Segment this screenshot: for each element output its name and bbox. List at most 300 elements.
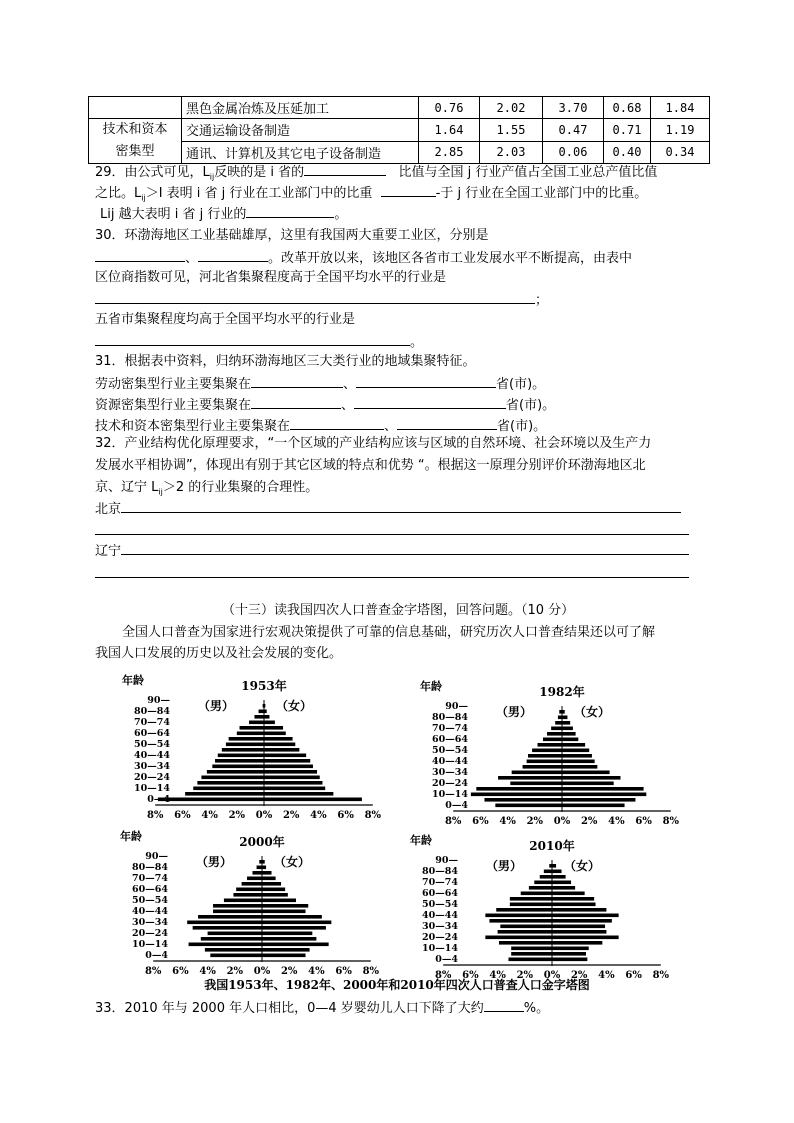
q31-resource xyxy=(95,395,555,415)
answer-blank[interactable] xyxy=(121,541,689,555)
answer-blank[interactable] xyxy=(246,204,334,218)
answer-blank[interactable] xyxy=(381,183,436,197)
answer-blank[interactable] xyxy=(397,416,497,430)
female-bar xyxy=(262,899,296,903)
male-bar xyxy=(198,915,262,919)
x-tick-label: 6% xyxy=(172,966,189,977)
female-bar xyxy=(264,770,317,774)
text: 资源密集型行业主要集聚在 xyxy=(95,398,252,413)
answer-blank[interactable] xyxy=(354,395,506,409)
female-bar xyxy=(552,892,585,896)
male-bar xyxy=(237,732,264,736)
age-label: 40—44 xyxy=(134,750,170,762)
y-axis-label: 年龄 xyxy=(120,830,142,843)
female-bar xyxy=(562,732,576,736)
text: ＞2 的行业集聚的合理性。 xyxy=(162,480,319,495)
male-bar xyxy=(558,716,562,720)
x-tick-label: 8% xyxy=(444,816,462,827)
x-tick-label: 0% xyxy=(253,966,271,977)
male-bar xyxy=(187,921,262,925)
text: 、 xyxy=(384,419,398,434)
x-tick-label: 2% xyxy=(280,966,298,977)
answer-blank[interactable] xyxy=(290,416,384,430)
male-bar xyxy=(547,732,562,736)
male-bar xyxy=(532,749,562,753)
x-tick-label: 2% xyxy=(580,816,598,827)
female-bar xyxy=(264,715,269,719)
text: 省(市)。 xyxy=(497,419,547,434)
male-bar xyxy=(511,952,552,956)
male-bar xyxy=(521,892,552,896)
q31-labor xyxy=(95,374,545,394)
male-label: （男） xyxy=(195,855,232,869)
x-tick-label: 6% xyxy=(174,810,191,821)
male-bar xyxy=(498,930,552,934)
male-bar xyxy=(499,941,552,945)
x-tick-label: 6% xyxy=(337,810,354,821)
text: 。改革开放以来，该地区各省市工业发展水平不断提高，由表中 xyxy=(268,251,633,266)
industry-cell: 通讯、计算机及其它电子设备制造 xyxy=(182,141,419,164)
age-label: 40—44 xyxy=(132,906,168,918)
x-tick-label: 8% xyxy=(144,966,162,977)
value-cell: 0.40 xyxy=(604,141,651,164)
value-cell: 0.47 xyxy=(543,119,604,142)
location-quotient-table xyxy=(88,96,710,164)
male-bar xyxy=(498,776,562,780)
answer-blank[interactable] xyxy=(121,499,681,513)
female-label: （女） xyxy=(276,699,313,713)
x-tick-label: 6% xyxy=(635,816,652,827)
female-bar xyxy=(264,737,293,741)
male-bar xyxy=(197,781,264,785)
male-bar xyxy=(551,727,562,731)
x-tick-label: 2% xyxy=(570,970,588,981)
x-tick-label: 6% xyxy=(335,966,352,977)
age-label: 20—24 xyxy=(432,778,468,790)
text: ； xyxy=(535,293,549,308)
female-bar xyxy=(552,930,606,934)
x-tick-label: 8% xyxy=(364,810,382,821)
q30-line-4 xyxy=(95,290,548,310)
female-bar xyxy=(264,759,310,763)
chart-title: 2000年 xyxy=(239,835,285,849)
female-bar xyxy=(264,765,313,769)
male-bar xyxy=(259,710,264,714)
male-bar xyxy=(213,904,262,908)
value-cell: 1.64 xyxy=(419,119,480,142)
male-bar xyxy=(523,765,562,769)
x-tick-label: 4% xyxy=(201,810,218,821)
female-label: （女） xyxy=(564,859,601,873)
male-bar xyxy=(254,715,264,719)
male-bar xyxy=(242,882,262,886)
female-bar xyxy=(562,787,644,791)
female-bar xyxy=(552,870,562,874)
female-bar xyxy=(264,798,362,802)
category-line: 技术和资本 xyxy=(102,122,168,137)
female-bar xyxy=(562,749,589,753)
female-bar xyxy=(264,781,322,785)
subscript: ij xyxy=(209,172,215,182)
female-bar xyxy=(264,787,325,791)
answer-blank[interactable] xyxy=(95,248,185,262)
text: 省(市)。 xyxy=(496,377,546,392)
value-cell: 0.06 xyxy=(543,141,604,164)
male-bar xyxy=(185,792,264,796)
x-tick-label: 4% xyxy=(608,816,625,827)
female-bar xyxy=(562,721,570,725)
male-bar xyxy=(233,893,262,897)
age-label: 60—64 xyxy=(432,734,468,746)
female-bar xyxy=(552,958,587,962)
age-label: 40—44 xyxy=(432,756,468,768)
male-bar xyxy=(201,776,264,780)
x-tick-label: 2% xyxy=(282,810,300,821)
x-tick-label: 4% xyxy=(310,810,327,821)
value-cell: 0.68 xyxy=(604,97,651,119)
age-label: 0—4 xyxy=(147,794,170,806)
pyramid-1953 xyxy=(112,670,402,830)
female-bar xyxy=(264,748,299,752)
age-label: 60—64 xyxy=(132,884,168,896)
section-heading: （十三）读我国四次人口普查金字塔图，回答问题。（10 分） xyxy=(222,603,575,618)
female-bar xyxy=(262,943,329,947)
female-bar xyxy=(262,915,322,919)
q33 xyxy=(95,998,549,1018)
x-tick-label: 2% xyxy=(226,966,244,977)
male-bar xyxy=(512,771,562,775)
age-label: 70—74 xyxy=(132,873,168,885)
x-tick-label: 6% xyxy=(625,970,642,981)
female-bar xyxy=(264,754,306,758)
answer-line xyxy=(95,521,689,541)
x-tick-label: 2% xyxy=(516,970,534,981)
age-label: 90— xyxy=(145,851,168,863)
male-bar xyxy=(249,721,264,725)
female-bar xyxy=(562,754,592,758)
female-bar xyxy=(562,743,585,747)
answer-blank[interactable] xyxy=(304,162,386,176)
answer-blank[interactable] xyxy=(251,395,341,409)
table-row xyxy=(89,119,710,142)
answer-line xyxy=(95,564,689,584)
value-cell: 2.03 xyxy=(480,141,543,164)
answer-blank[interactable] xyxy=(484,998,524,1012)
male-bar xyxy=(189,943,262,947)
answer-blank[interactable] xyxy=(95,332,410,346)
male-bar xyxy=(500,925,552,929)
male-bar xyxy=(471,793,562,797)
chart-title: 2010年 xyxy=(529,839,575,853)
female-bar xyxy=(552,919,612,923)
value-cell: 0.71 xyxy=(604,119,651,142)
female-bar xyxy=(552,947,589,951)
female-bar xyxy=(264,792,333,796)
age-label: 0—4 xyxy=(145,950,168,962)
age-label: 30—34 xyxy=(132,917,168,929)
male-bar xyxy=(476,787,562,791)
q29-line-3 xyxy=(100,204,347,224)
female-bar xyxy=(562,738,578,742)
female-bar xyxy=(262,882,281,886)
age-label: 70—74 xyxy=(134,717,170,729)
subscript: ij xyxy=(158,487,163,497)
male-bar xyxy=(207,770,264,774)
age-label: 90— xyxy=(435,855,458,867)
male-label: （男） xyxy=(495,705,532,719)
male-bar xyxy=(257,866,262,870)
age-label: 60—64 xyxy=(134,728,170,740)
x-tick-label: 6% xyxy=(472,816,489,827)
x-tick-label: 0% xyxy=(543,970,561,981)
age-label: 90— xyxy=(147,695,170,707)
female-bar xyxy=(264,743,295,747)
male-bar xyxy=(193,787,264,791)
answer-blank[interactable] xyxy=(251,374,343,388)
x-tick-label: 0% xyxy=(553,816,571,827)
y-axis-label: 年龄 xyxy=(410,834,432,847)
male-bar xyxy=(224,899,262,903)
female-bar xyxy=(552,903,596,907)
text: 、 xyxy=(341,398,355,413)
x-tick-label: 8% xyxy=(362,966,380,977)
x-tick-label: 4% xyxy=(598,970,615,981)
female-bar xyxy=(262,937,316,941)
y-axis-label: 年龄 xyxy=(420,680,442,693)
q31-tech xyxy=(95,416,546,436)
text: 33．2010 年与 2000 年人口相比，0—4 岁婴幼儿人口下降了大约 xyxy=(95,1001,484,1016)
age-label: 50—54 xyxy=(422,899,458,911)
x-tick-label: 8% xyxy=(146,810,164,821)
female-bar xyxy=(562,716,567,720)
female-bar xyxy=(562,798,635,802)
value-cell: 1.84 xyxy=(651,97,710,119)
age-label: 80—84 xyxy=(432,712,468,724)
female-bar xyxy=(262,921,331,925)
x-tick-label: 2% xyxy=(526,816,544,827)
female-bar xyxy=(552,886,575,890)
x-tick-label: 0% xyxy=(255,810,273,821)
male-bar xyxy=(543,738,562,742)
male-bar xyxy=(213,910,262,914)
text: 京、辽宁 L xyxy=(95,480,159,495)
age-label: 10—14 xyxy=(134,783,170,795)
female-bar xyxy=(262,932,312,936)
age-label: 50—54 xyxy=(134,739,170,751)
pyramid-2010 xyxy=(400,830,690,990)
female-bar xyxy=(264,726,283,730)
q30-line-1: 30．环渤海地区工业基础雄厚，这里有我国两大重要工业区，分别是 xyxy=(95,228,489,243)
female-bar xyxy=(262,904,308,908)
pyramid-2000 xyxy=(110,826,400,986)
x-tick-label: 4% xyxy=(199,966,216,977)
male-bar xyxy=(527,760,562,764)
subscript: ij xyxy=(141,193,146,203)
female-bar xyxy=(552,936,619,940)
x-tick-label: 4% xyxy=(308,966,325,977)
age-label: 30—34 xyxy=(432,767,468,779)
age-label: 10—14 xyxy=(132,939,168,951)
value-cell: 0.76 xyxy=(419,97,480,119)
male-label: （男） xyxy=(197,699,234,713)
text: 劳动密集型行业主要集聚在 xyxy=(95,377,252,392)
text: 比值与全国 j 行业产值占全国工业总产值比值 xyxy=(398,165,658,180)
female-bar xyxy=(552,864,556,868)
male-bar xyxy=(218,754,264,758)
industry-cell: 黑色金属冶炼及压延加工 xyxy=(182,97,419,119)
q30-line-5: 五省市集聚程度均高于全国平均水平的行业是 xyxy=(95,312,356,327)
female-bar xyxy=(262,948,310,952)
x-tick-label: 8% xyxy=(662,816,680,827)
male-bar xyxy=(201,937,262,941)
male-bar xyxy=(510,897,552,901)
answer-blank[interactable] xyxy=(198,248,268,262)
male-bar xyxy=(485,914,552,918)
value-cell: 2.85 xyxy=(419,141,480,164)
age-label: 40—44 xyxy=(422,910,458,922)
female-bar xyxy=(264,732,286,736)
female-bar xyxy=(552,925,605,929)
table-row xyxy=(89,97,710,119)
answer-blank[interactable] xyxy=(95,564,689,578)
male-label: （男） xyxy=(485,859,522,873)
age-label: 50—54 xyxy=(132,895,168,907)
value-cell: 2.02 xyxy=(480,97,543,119)
answer-blank[interactable] xyxy=(95,521,689,535)
text: 反映的是 i 省的 xyxy=(214,165,305,180)
male-bar xyxy=(215,759,264,763)
age-label: 50—54 xyxy=(432,745,468,757)
male-bar xyxy=(538,743,562,747)
female-bar xyxy=(562,771,610,775)
age-label: 30—34 xyxy=(422,921,458,933)
answer-blank[interactable] xyxy=(95,290,535,304)
age-label: 60—64 xyxy=(422,888,458,900)
value-cell: 1.19 xyxy=(651,119,710,142)
text: 之比。L xyxy=(95,186,142,201)
figure-caption: 我国1953年、1982年、2000年和2010年四次人口普查人口金字塔图 xyxy=(204,978,590,992)
female-bar xyxy=(552,897,594,901)
male-bar xyxy=(529,886,552,890)
age-label: 80—84 xyxy=(132,862,168,874)
age-label: 20—24 xyxy=(132,928,168,940)
age-label: 30—34 xyxy=(134,761,170,773)
female-bar xyxy=(562,804,625,808)
male-bar xyxy=(534,881,552,885)
value-cell: 3.70 xyxy=(543,97,604,119)
q31-line-1: 31．根据表中资料，归纳环渤海地区三大类行业的地域集聚特征。 xyxy=(95,354,476,369)
category-cell xyxy=(89,119,182,164)
male-bar xyxy=(511,947,552,951)
female-bar xyxy=(552,914,619,918)
age-label: 20—24 xyxy=(134,772,170,784)
text: 北京 xyxy=(95,502,122,517)
age-label: 80—84 xyxy=(134,706,170,718)
male-bar xyxy=(495,804,562,808)
male-bar xyxy=(544,870,552,874)
male-bar xyxy=(555,721,562,725)
paragraph: 我国人口发展的历史以及社会发展的变化。 xyxy=(95,646,343,661)
text: 、 xyxy=(343,377,357,392)
female-bar xyxy=(562,776,620,780)
female-bar xyxy=(262,954,306,958)
text: %。 xyxy=(523,1001,550,1016)
q30-line-3: 区位商指数可见，河北省集聚程度高于全国平均水平的行业是 xyxy=(95,270,447,285)
age-label: 70—74 xyxy=(422,877,458,889)
table-row xyxy=(89,141,710,164)
male-bar xyxy=(229,737,264,741)
male-bar xyxy=(193,926,262,930)
chart-title: 1982年 xyxy=(539,685,585,699)
female-bar xyxy=(262,877,276,881)
male-bar xyxy=(158,798,264,802)
x-tick-label: 4% xyxy=(499,816,516,827)
female-bar xyxy=(262,893,288,897)
age-label: 20—24 xyxy=(422,932,458,944)
text: 29．由公式可见，L xyxy=(95,165,210,180)
beijing-answer xyxy=(95,499,681,519)
category-cell xyxy=(89,97,182,119)
age-label: 0—4 xyxy=(445,800,468,812)
male-bar xyxy=(496,908,552,912)
female-label: （女） xyxy=(274,855,311,869)
female-bar xyxy=(264,721,275,725)
q32-line-2: 发展水平相协调”，体现出有别于其它区域的特点和优势 “。根据这一原理分别评价环渤海地区北 xyxy=(95,458,646,473)
answer-blank[interactable] xyxy=(356,374,496,388)
x-tick-label: 4% xyxy=(489,970,506,981)
text: ＞I 表明 i 省 j 行业在工业部门中的比重 xyxy=(145,186,373,201)
male-bar xyxy=(252,871,262,875)
male-bar xyxy=(205,948,262,952)
value-cell: 1.55 xyxy=(480,119,543,142)
male-bar xyxy=(210,954,262,958)
female-bar xyxy=(562,782,614,786)
x-tick-label: 8% xyxy=(652,970,670,981)
female-bar xyxy=(262,871,272,875)
female-bar xyxy=(552,908,606,912)
x-tick-label: 2% xyxy=(228,810,246,821)
female-bar xyxy=(264,776,320,780)
text: Lij 越大表明 i 省 j 行业的 xyxy=(100,207,247,222)
age-label: 10—14 xyxy=(422,943,458,955)
text: 省(市)。 xyxy=(506,398,556,413)
text: 、 xyxy=(185,251,199,266)
q30-line-2 xyxy=(95,248,632,268)
pyramid-1982 xyxy=(410,676,700,836)
male-bar xyxy=(489,919,552,923)
q32-line-1: 32．产业结构优化原理要求，“一个区域的产业结构应该与区域的自然环境、社会环境以及生产力 xyxy=(95,436,652,451)
female-bar xyxy=(552,952,586,956)
male-bar xyxy=(222,748,264,752)
male-bar xyxy=(510,782,562,786)
female-bar xyxy=(552,881,571,885)
liaoning-answer xyxy=(95,541,689,561)
y-axis-label: 年龄 xyxy=(122,674,144,687)
age-label: 0—4 xyxy=(435,954,458,966)
female-label: （女） xyxy=(574,705,611,719)
text: -于 j 行业在全国工业部门中的比重。 xyxy=(435,186,648,201)
value-cell: 0.34 xyxy=(651,141,710,164)
text: 技术和资本密集型行业主要集聚在 xyxy=(95,419,291,434)
male-bar xyxy=(240,726,264,730)
male-bar xyxy=(247,877,262,881)
female-bar xyxy=(552,875,566,879)
male-bar xyxy=(510,903,552,907)
female-bar xyxy=(262,910,306,914)
male-bar xyxy=(208,932,262,936)
female-bar xyxy=(562,727,573,731)
x-tick-label: 6% xyxy=(462,970,479,981)
